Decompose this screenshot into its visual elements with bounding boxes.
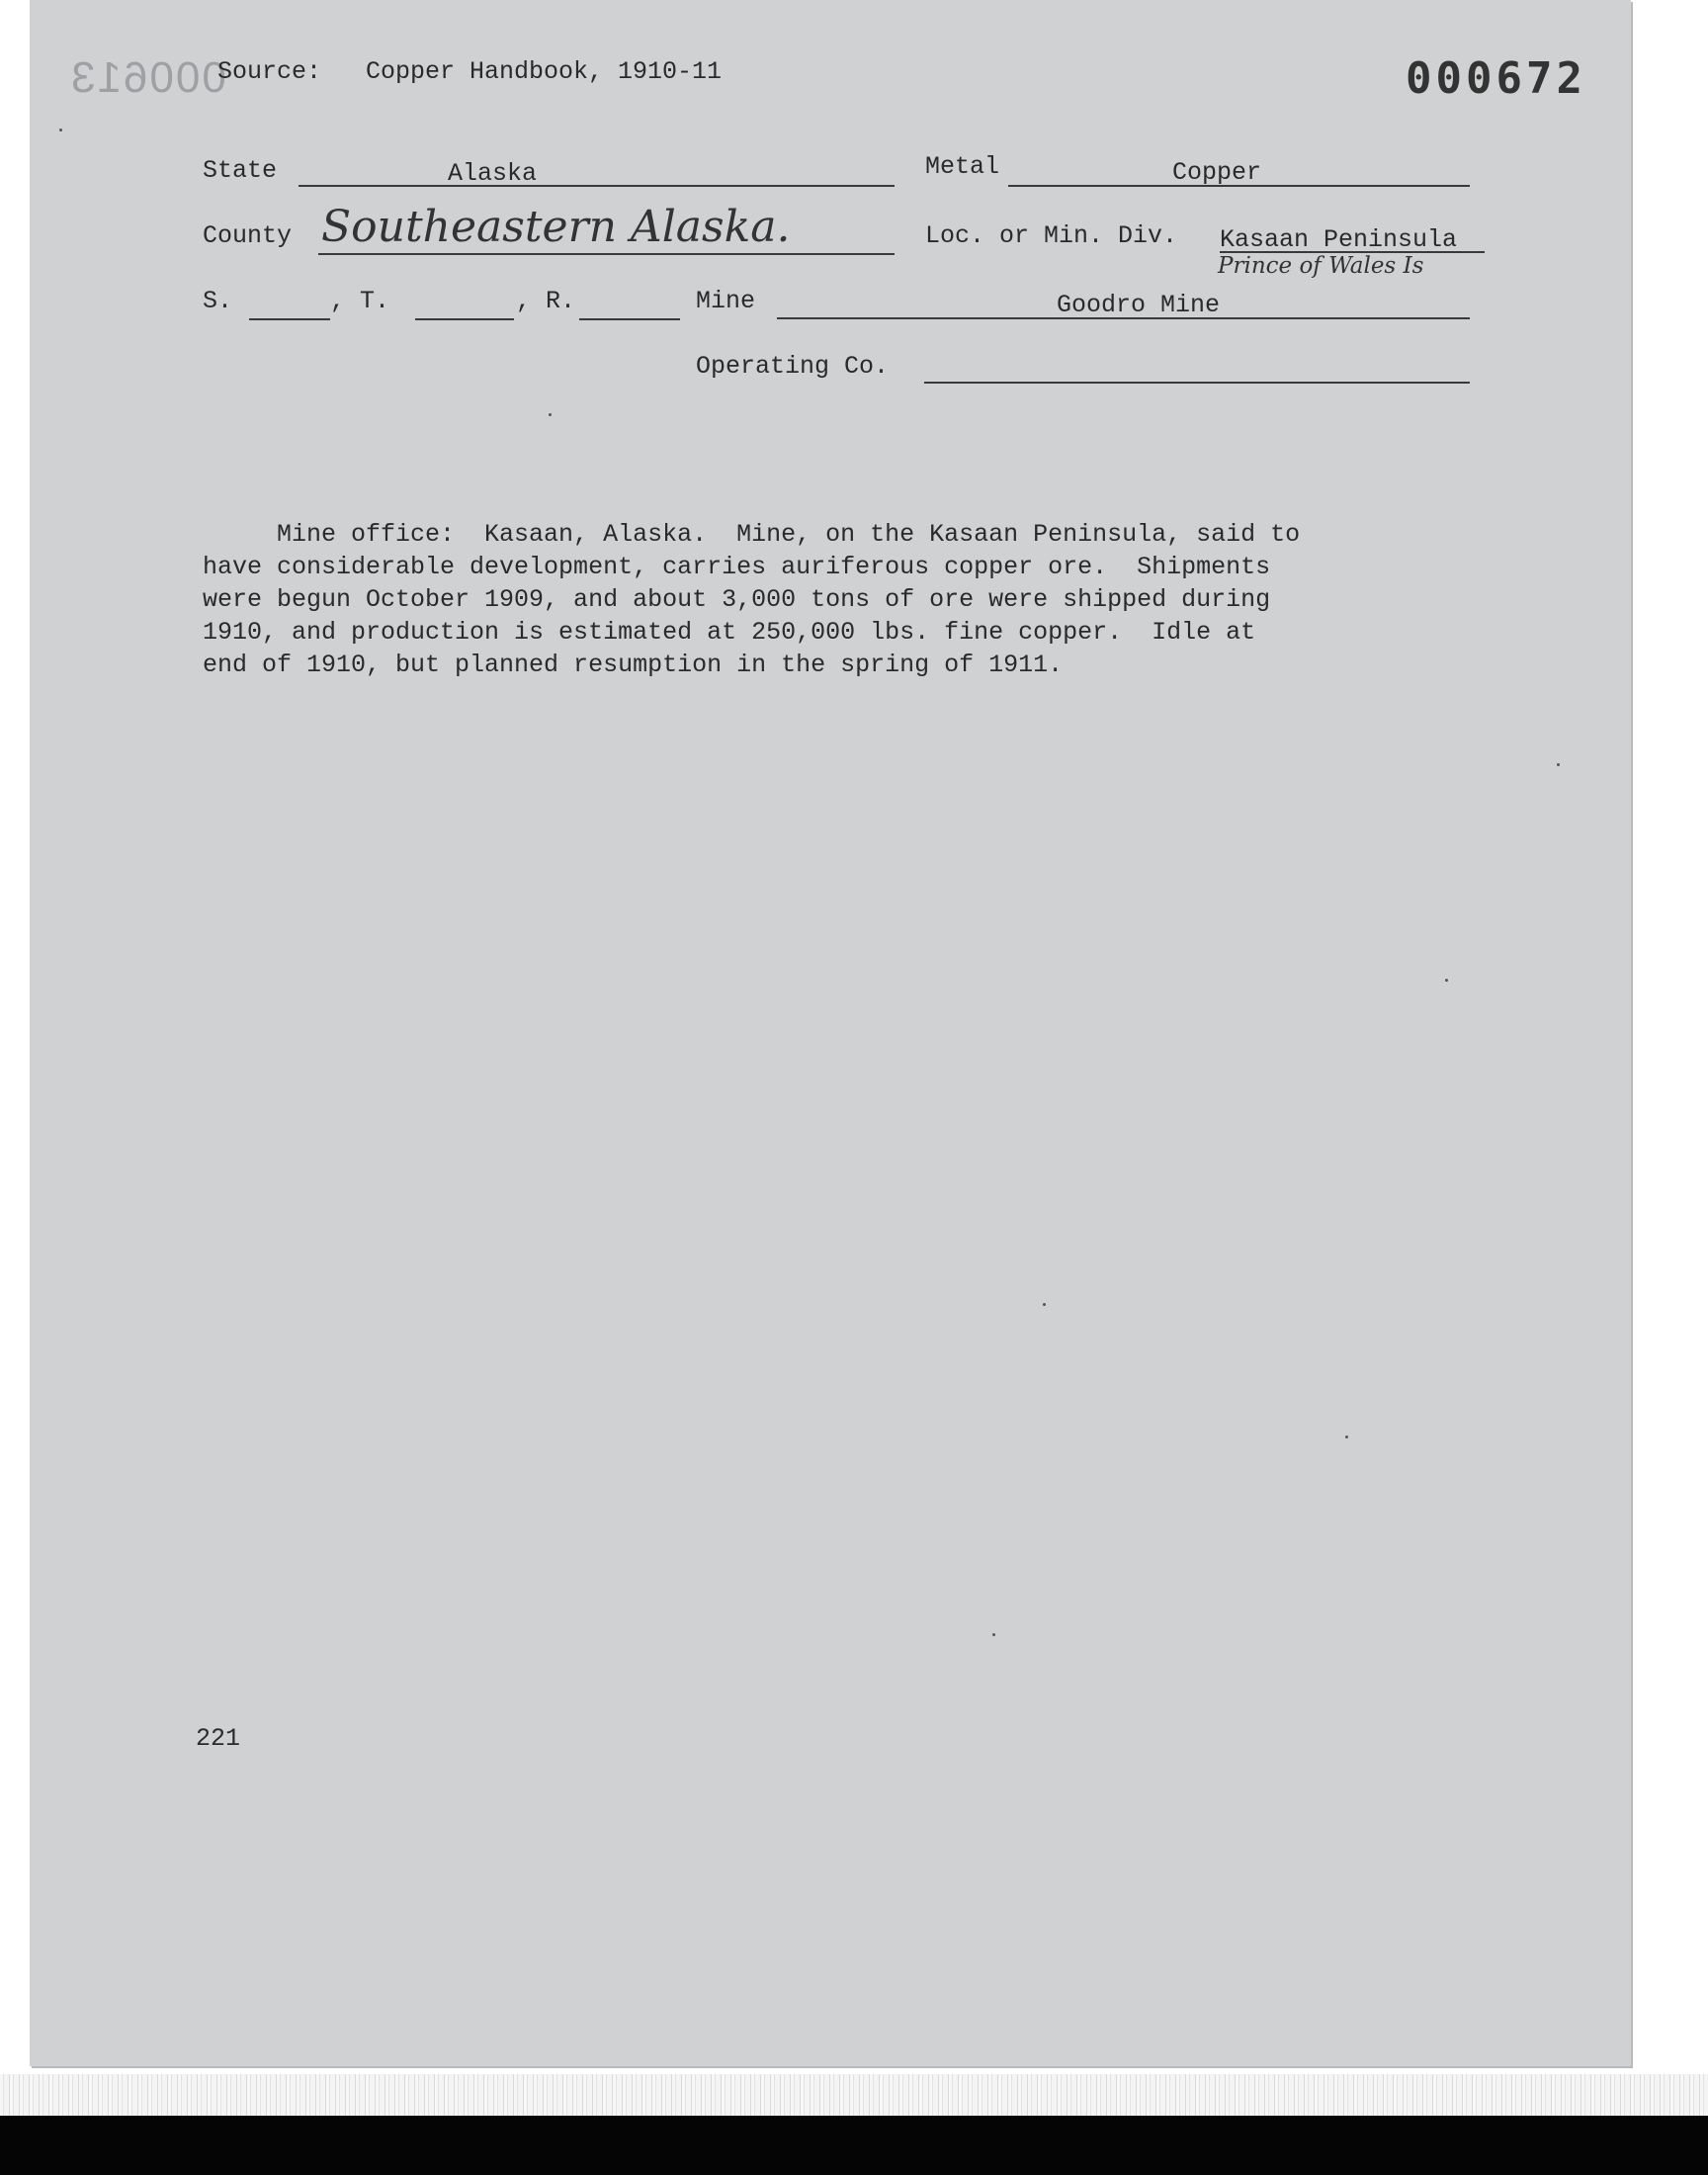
scan-speck — [549, 413, 552, 416]
loc-handwritten-annotation: Prince of Wales Is — [1218, 253, 1424, 279]
loc-label: Loc. or Min. Div. — [925, 221, 1178, 250]
metal-value: Copper — [1172, 158, 1262, 187]
county-underline — [318, 253, 895, 255]
range-label: , R. — [516, 287, 576, 315]
section-underline — [249, 318, 330, 320]
loc-value: Kasaan Peninsula — [1220, 225, 1458, 254]
operating-co-label: Operating Co. — [696, 352, 890, 381]
scan-edge-strip — [0, 2074, 1708, 2116]
scan-speck — [1557, 763, 1560, 766]
scan-speck — [1445, 979, 1448, 982]
show-through-number: 000613 — [69, 53, 226, 102]
state-label: State — [203, 156, 278, 185]
operating-co-underline — [924, 382, 1470, 384]
scan-speck — [992, 1633, 995, 1636]
scan-speck — [1043, 1303, 1046, 1306]
metal-label: Metal — [925, 152, 1000, 181]
scan-speck — [59, 129, 62, 131]
county-handwritten-value: Southeastern Alaska. — [321, 202, 791, 252]
source-value: Copper Handbook, 1910-11 — [366, 57, 723, 86]
mine-value: Goodro Mine — [1057, 291, 1221, 319]
section-label: S. — [203, 287, 233, 315]
scan-black-border — [0, 2116, 1708, 2175]
range-underline — [579, 318, 680, 320]
document-number: 000672 — [1406, 53, 1586, 104]
scan-speck — [1345, 1436, 1348, 1438]
township-label: , T. — [330, 287, 390, 315]
township-underline — [415, 318, 514, 320]
county-label: County — [203, 221, 293, 250]
state-value: Alaska — [448, 159, 538, 188]
mine-label: Mine — [696, 287, 756, 315]
document-sheet — [30, 0, 1631, 2066]
mine-description-paragraph: Mine office: Kasaan, Alaska. Mine, on the Kasaan Peninsula, said to have considerable development, carries auriferous copper ore. Shipments were begun October 1909, and about 3,000 tons of ore were shipped during 1910, and production is estimated at 250,000 lbs. fine copper. Idle at end of 1910, but planned resumption in the spring of 1911. — [203, 520, 1301, 679]
source-label: Source: — [217, 57, 322, 86]
page-number: 221 — [196, 1724, 241, 1753]
state-underline — [299, 185, 895, 187]
